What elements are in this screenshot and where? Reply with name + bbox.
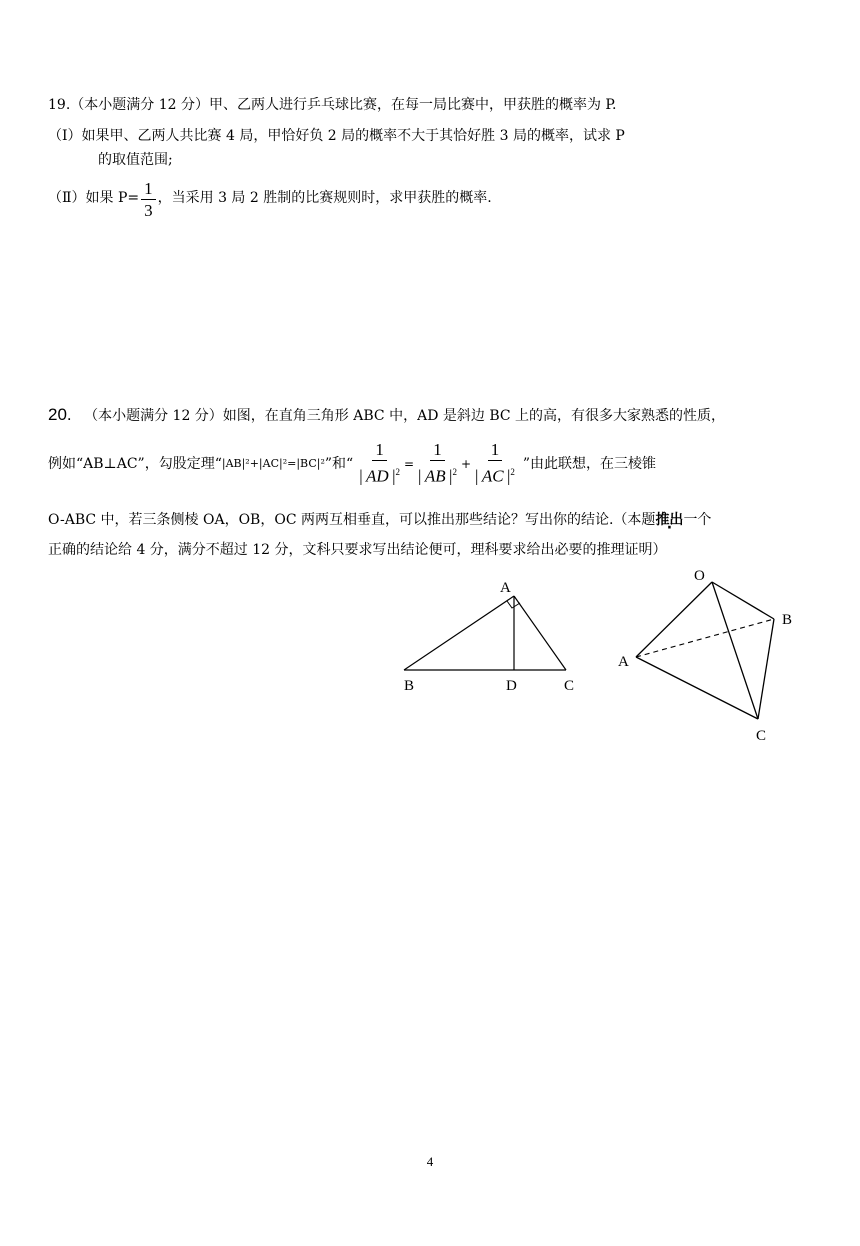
q20-line4: 正确的结论给 4 分，满分不超过 12 分，文科只要求写出结论便可，理科要求给出必要的推理证明） [48, 542, 667, 558]
segment-ac [514, 596, 566, 670]
q19-part2 [48, 176, 492, 220]
fraction-ad-den: | AD $|^2$ [359, 466, 400, 486]
label-a: A [618, 654, 629, 670]
segment-ba [404, 596, 514, 670]
q19-part2-prefix: （Ⅱ）如果 P= [48, 190, 140, 206]
q20-line1-text: （本小题满分 12 分）如图，在直角三角形 ABC 中，AD 是斜边 BC 上的高，有很多大家熟悉的性质， [84, 408, 726, 424]
q19-line1: 19.（本小题满分 12 分）甲、乙两人进行乒乓球比赛，在每一局比赛中，甲获胜的概率为 P. [48, 97, 617, 113]
fraction-ac-den-text: AC [481, 466, 504, 486]
q20-fraction-ac [475, 441, 515, 487]
fraction-ad-num: 1 [372, 441, 387, 461]
q20-number: 20. [48, 405, 72, 424]
figure-tetrahedron [608, 562, 808, 748]
q20-line2-suffix: ”由此联想，在三棱锥 [522, 456, 657, 472]
fraction-ab-den-text: AB [424, 466, 446, 486]
label-a: A [500, 580, 511, 596]
fraction-ac-num: 1 [488, 441, 503, 461]
q19-part1-b: 的取值范围; [98, 152, 173, 168]
q19-part2-suffix: ，当采用 3 局 2 胜制的比赛规则时，求甲获胜的概率. [157, 190, 492, 206]
figure-right-triangle [396, 574, 596, 698]
label-b: B [782, 612, 793, 628]
edge-ab-hidden [636, 619, 774, 657]
q19-part1-a: （Ⅰ）如果甲、乙两人共比赛 4 局，甲恰好负 2 局的概率不大于其恰好胜 3 局的概率，试求 P [48, 128, 625, 144]
edge-oa [636, 582, 712, 657]
q20-line3-a: O-ABC 中，若三条侧棱 OA，OB，OC 两两互相垂直，可以推出那些结论？写出你的结论.（本题 [48, 512, 656, 528]
q20-line2-prefix: 例如“AB⊥AC”，勾股定理“ [48, 456, 222, 472]
q20-pythagoras: |AB|²+|AC|²=|BC|² [221, 457, 325, 470]
q19-fraction-num: 1 [141, 180, 156, 200]
label-o: O [694, 568, 705, 584]
fraction-ad-den-text: AD [366, 466, 389, 486]
label-b: B [404, 678, 415, 694]
edge-bc [758, 619, 774, 719]
label-d: D [506, 678, 517, 694]
fraction-ab-den: | AB $|^2$ [418, 466, 457, 486]
fraction-ab-num: 1 [430, 441, 445, 461]
q20-line3-b: 一个 [683, 512, 712, 528]
q20-fraction-ab [418, 441, 457, 487]
q20-line3-emphasis: 推出 [655, 512, 684, 528]
q20-line1 [48, 406, 725, 425]
q20-line2-mid: ”和“ [324, 456, 354, 472]
page-number: 4 [426, 1154, 434, 1169]
label-c: C [756, 728, 767, 744]
label-c: C [564, 678, 575, 694]
fraction-ac-den: | AC $|^2$ [475, 466, 515, 486]
plus-sign: + [460, 457, 472, 471]
q19-fraction-den: 3 [144, 200, 153, 220]
equals-sign: = [403, 457, 415, 471]
q20-fraction-ad [359, 441, 400, 487]
q19-fraction [141, 180, 156, 221]
q20-line2 [48, 438, 656, 490]
edge-ob [712, 582, 774, 619]
q20-line3 [48, 511, 711, 529]
